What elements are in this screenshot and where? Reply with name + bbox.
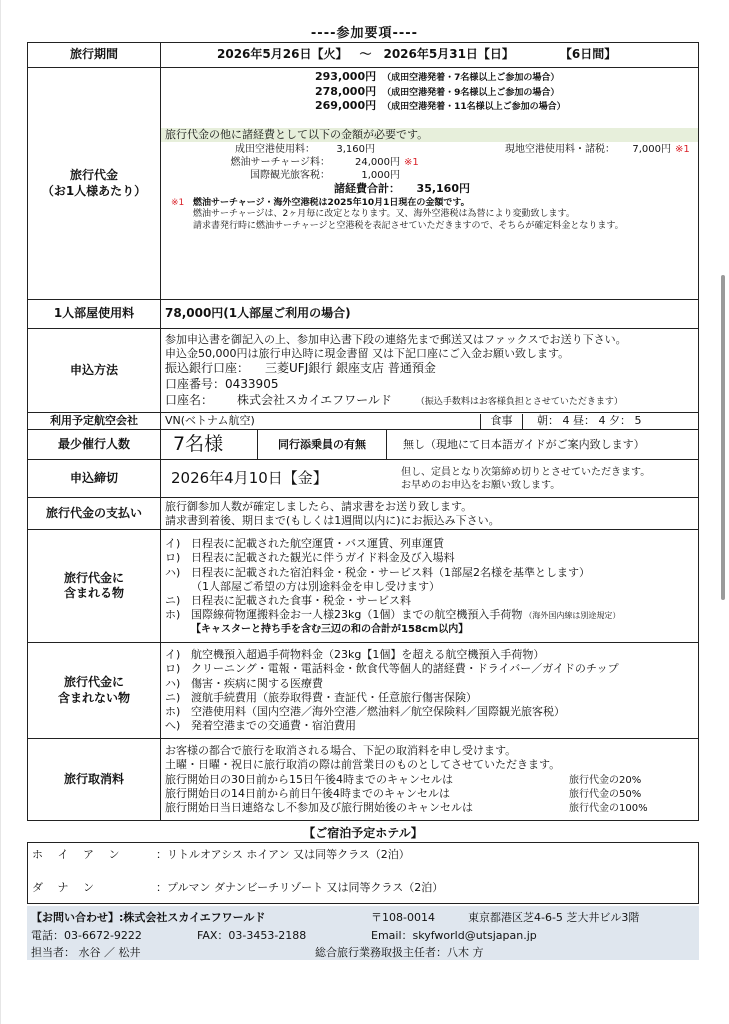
single-room-value: 78,000円(1人部屋ご利用の場合) — [161, 300, 699, 329]
included-label — [28, 530, 161, 643]
included-row — [28, 530, 699, 643]
item-mark: ロ) — [165, 662, 181, 676]
excluded-label — [28, 643, 161, 739]
item-text: 渡航手続費用（旅券取得費・査証代・任意旅行傷害保険） — [191, 690, 477, 704]
excluded-label-line2: 含まれない物 — [57, 690, 130, 705]
fuel-fee-line — [165, 156, 694, 169]
apply-label: 申込方法 — [28, 329, 161, 413]
excluded-item — [165, 719, 694, 733]
tourism-tax-line — [165, 169, 694, 182]
hotel-city: ダ ナ ン — [32, 881, 94, 894]
tourism-tax-label: 国際観光旅客税： — [250, 170, 330, 182]
item-text: 日程表に記載された宿泊料金・税金・サービス料（1部屋2名様を基準とします） — [191, 565, 590, 579]
item-text: 空港使用料（国内空港／海外空港／燃油料／航空保険料／国際観光旅客税） — [191, 705, 565, 719]
cancel-rate-row — [165, 787, 694, 801]
item-mark: ニ) — [165, 594, 181, 608]
item-mark: ハ) — [165, 565, 181, 579]
minimum-row — [28, 430, 699, 460]
item-mark: へ) — [165, 719, 181, 733]
period-tilde: ～ — [359, 47, 372, 62]
price-note: （成田空港発着・11名様以上ご参加の場合） — [382, 102, 566, 113]
account-number-line — [165, 377, 694, 393]
fuel-fee-mark: ※1 — [404, 157, 419, 169]
item-mark: ニ) — [165, 690, 181, 704]
contact-label: 【お問い合わせ】:株式会社スカイエフワールド — [31, 911, 266, 924]
included-item — [165, 566, 694, 580]
payment-line: 旅行御参加人数が確定しましたら、請求書をお送り致します。 — [165, 499, 473, 513]
excluded-list — [161, 643, 699, 739]
included-label-line2: 含まれる物 — [63, 586, 124, 601]
hotel-section-title: 【ご宿泊予定ホテル】 — [303, 826, 423, 840]
period-days: 【6日間】 — [559, 47, 617, 62]
included-item — [165, 594, 694, 608]
deadline-value: 2026年4月10日【金】 — [171, 469, 328, 488]
bank-line — [165, 361, 694, 377]
cancel-line: お客様の都合で旅行を取消される場合、下記の取消料を申し受けます。 — [165, 744, 517, 758]
hotel-item — [32, 879, 443, 895]
deadline-label: 申込締切 — [28, 460, 161, 498]
excluded-label-line1: 旅行代金に — [63, 675, 124, 690]
narita-fee-label: 成田空港使用料： — [235, 144, 315, 156]
price-note: （成田空港発着・7名様以上ご参加の場合） — [382, 73, 560, 83]
item-text: 傷害・疾病に関する医療費 — [191, 676, 323, 690]
item-text: 日程表に記載された航空運賃・バス運賃、列車運賃 — [191, 536, 444, 550]
local-fee-label: 現地空港使用料・諸税： — [505, 144, 615, 156]
cancel-rate-row — [165, 801, 694, 815]
price-line — [315, 99, 694, 114]
cancel-rate-value: 旅行代金の20% — [569, 774, 642, 786]
contact-email[interactable]: Email：skyfworld@utsjapan.jp — [371, 929, 537, 942]
payment-label: 旅行代金の支払い — [28, 498, 161, 530]
account-number-value: 0433905 — [225, 376, 279, 391]
contact-fax: FAX：03-3453-2188 — [197, 929, 307, 942]
price-amount: 278,000円 — [315, 84, 377, 98]
cancel-rate-text: 旅行開始日当日連絡なし不参加及び旅行開始後のキャンセルは — [165, 801, 473, 815]
excluded-item — [165, 691, 694, 705]
note-line: 請求書発行時に燃油サーチャージと空港税を表記させていただきますので、そちらが確定料金となります。 — [193, 221, 624, 232]
apply-line: 参加申込書を御記入の上、参加申込書下段の連絡先まで郵送又はファックスでお送り下さい。 — [165, 332, 627, 346]
item-text: 日程表に記載された観光に伴うガイド料金及び入場料 — [191, 551, 455, 565]
included-item — [165, 537, 694, 551]
price-amount: 293,000円 — [315, 70, 377, 83]
minimum-detail — [161, 430, 699, 460]
fuel-fee-label: 燃油サーチャージ料： — [230, 157, 330, 169]
price-amount: 269,000円 — [315, 99, 377, 113]
item-mark: ロ) — [165, 551, 181, 565]
narita-fee-value: 3,160円 — [336, 144, 375, 156]
deadline-detail — [161, 460, 699, 498]
meal-label: 食事 — [480, 414, 522, 429]
page-title: ----参加要項---- — [310, 26, 419, 41]
total-label: 諸経費合計： — [334, 182, 400, 196]
minimum-value: 7名様 — [173, 433, 224, 456]
hotel-name: ：プルマン ダナンビーチリゾート 又は同等クラス（2泊） — [156, 881, 444, 894]
hotel-item — [32, 846, 410, 862]
hotel-box — [27, 842, 699, 904]
cancel-rate-value: 旅行代金の100% — [569, 803, 648, 815]
meal-value: 朝： 4 昼： 4 夕： 5 — [522, 414, 698, 429]
period-row — [28, 43, 699, 68]
included-list — [161, 530, 699, 643]
payment-line: 請求書到着後、期日まで(もしくは1週間以内に)にお振込み下さい。 — [165, 513, 500, 527]
deadline-note: 但し、定員となり次第締め切りとさせていただきます。 — [401, 466, 651, 478]
note-title: 燃油サーチャージ・海外空港税は2025年10月1日現在の金額です。 — [193, 197, 470, 208]
item-text: 日程表に記載された食事・税金・サービス料 — [191, 594, 411, 608]
contact-address: 東京都港区芝4-6-5 芝大井ビル3階 — [468, 911, 640, 924]
price-note: （成田空港発着・9名様以上ご参加の場合） — [382, 87, 560, 98]
extra-intro: 旅行代金の他に諸経費として以下の金額が必要です。 — [161, 128, 698, 142]
period-start: 2026年5月26日【火】 — [217, 47, 348, 62]
caster-note: 【キャスターと持ち手を含む三辺の和の合計が158cm以内】 — [191, 623, 469, 635]
excluded-item — [165, 662, 694, 676]
included-item — [165, 580, 694, 594]
bank-value: 三菱UFJ銀行 銀座支店 普通預金 — [265, 361, 436, 376]
account-number-label: 口座番号： — [165, 376, 226, 391]
item-text: 発着空港までの交通費・宿泊費用 — [191, 719, 356, 733]
minimum-label: 最少催行人数 — [28, 430, 161, 460]
fee-label — [28, 68, 161, 300]
cancel-rate-value: 旅行代金の50% — [569, 788, 642, 800]
cancel-line: 土曜・日曜・祝日に旅行取消の際は前営業日のものとしてさせていただきます。 — [165, 758, 561, 772]
single-room-row — [28, 300, 699, 329]
note-line: 燃油サーチャージは、2ヶ月毎に改定となります。又、海外空港税は為替により変動致します。 — [193, 209, 575, 220]
excluded-item — [165, 648, 694, 662]
escort-value: 無し（現地にて日本語ガイドがご案内致します） — [403, 437, 645, 451]
fee-label-line2: （お1人様あたり） — [41, 183, 147, 198]
item-text: 国際線荷物運搬料金お一人様23kg（1個）までの航空機預入手荷物 — [191, 608, 523, 622]
cancel-row — [28, 739, 699, 821]
single-room-label: 1人部屋使用料 — [28, 300, 161, 329]
total-value: 35,160円 — [416, 182, 470, 196]
excluded-item — [165, 677, 694, 691]
note-mark: ※1 — [171, 197, 185, 208]
excluded-item — [165, 705, 694, 719]
payment-detail — [161, 498, 699, 530]
fee-detail — [161, 68, 699, 300]
hotel-city: ホ イ ア ン — [32, 848, 120, 861]
payment-row — [28, 498, 699, 530]
cancel-detail — [161, 739, 699, 821]
local-fee-value: 7,000円 — [632, 144, 671, 156]
period-label: 旅行期間 — [28, 43, 161, 68]
tourism-tax-value: 1,000円 — [361, 170, 400, 182]
apply-line: 申込金50,000円は旅行申込時に現金書留 又は下記口座にご入金お願い致します。 — [165, 347, 570, 361]
item-mark: ホ) — [165, 608, 181, 622]
account-name-line — [165, 393, 694, 409]
included-label-line1: 旅行代金に — [63, 570, 124, 585]
contact-staff: 担当者： 水谷 ／ 松井 — [31, 946, 141, 959]
included-item — [165, 608, 694, 622]
item-text: クリーニング・電報・電話料金・飲食代等個人的諸経費・ドライバー／ガイドのチップ — [191, 662, 619, 676]
requirements-table — [27, 42, 699, 821]
airline-label: 利用予定航空会社 — [28, 413, 161, 430]
bank-label: 振込銀行口座： — [165, 361, 250, 376]
item-text: 航空機預入超過手荷物料金（23kg【1個】を超える航空機預入手荷物） — [191, 647, 545, 661]
cancel-rate-text: 旅行開始日の30日前から15日午後4時までのキャンセルは — [165, 772, 453, 786]
airline-value: VN(ベトナム航空) — [165, 413, 255, 427]
period-value — [161, 43, 699, 68]
escort-label: 同行添乗員の有無 — [257, 430, 387, 459]
total-line — [165, 182, 694, 196]
item-mark: ホ) — [165, 705, 181, 719]
cancel-label: 旅行取消料 — [28, 739, 161, 821]
price-line — [315, 85, 694, 100]
hotel-name: ：リトルオアシス ホイアン 又は同等クラス（2泊） — [156, 848, 410, 861]
item-mark: イ) — [165, 536, 181, 550]
item-text: （1人部屋ご希望の方は別途料金を申し受けます） — [191, 579, 440, 593]
deadline-row — [28, 460, 699, 498]
contact-postal: 〒108-0014 — [371, 911, 435, 924]
airline-detail — [161, 413, 699, 430]
airline-row — [28, 413, 699, 430]
contact-tel: 電話：03-6672-9222 — [31, 929, 142, 942]
item-mark: ハ) — [165, 676, 181, 690]
excluded-row — [28, 643, 699, 739]
included-item — [165, 551, 694, 565]
domestic-note: （海外国内線は別途規定） — [524, 611, 621, 621]
narita-fee-line — [165, 143, 694, 156]
apply-row — [28, 329, 699, 413]
deadline-note: お早めのお申込をお願い致します。 — [401, 479, 561, 491]
item-mark: イ) — [165, 647, 181, 661]
price-line — [315, 70, 694, 85]
contact-box — [27, 906, 699, 960]
account-name-value: 株式会社スカイエフワールド — [237, 392, 392, 407]
apply-detail — [161, 329, 699, 413]
fee-row — [28, 68, 699, 300]
transfer-fee-note: （振込手数料はお客様負担とさせていただきます） — [415, 396, 623, 407]
period-end: 2026年5月31日【日】 — [383, 47, 514, 62]
fuel-fee-value: 24,000円 — [355, 157, 400, 169]
cancel-rate-row — [165, 773, 694, 787]
scrollbar-thumb[interactable] — [721, 275, 725, 600]
local-fee-mark: ※1 — [675, 144, 690, 156]
cancel-rate-text: 旅行開始日の14日前から前日午後4時までのキャンセルは — [165, 786, 450, 800]
contact-manager: 総合旅行業務取扱主任者：八木 方 — [315, 946, 484, 959]
note-title-line — [165, 198, 694, 210]
account-name-label: 口座名： — [165, 392, 214, 407]
fee-label-line1: 旅行代金 — [69, 167, 118, 182]
